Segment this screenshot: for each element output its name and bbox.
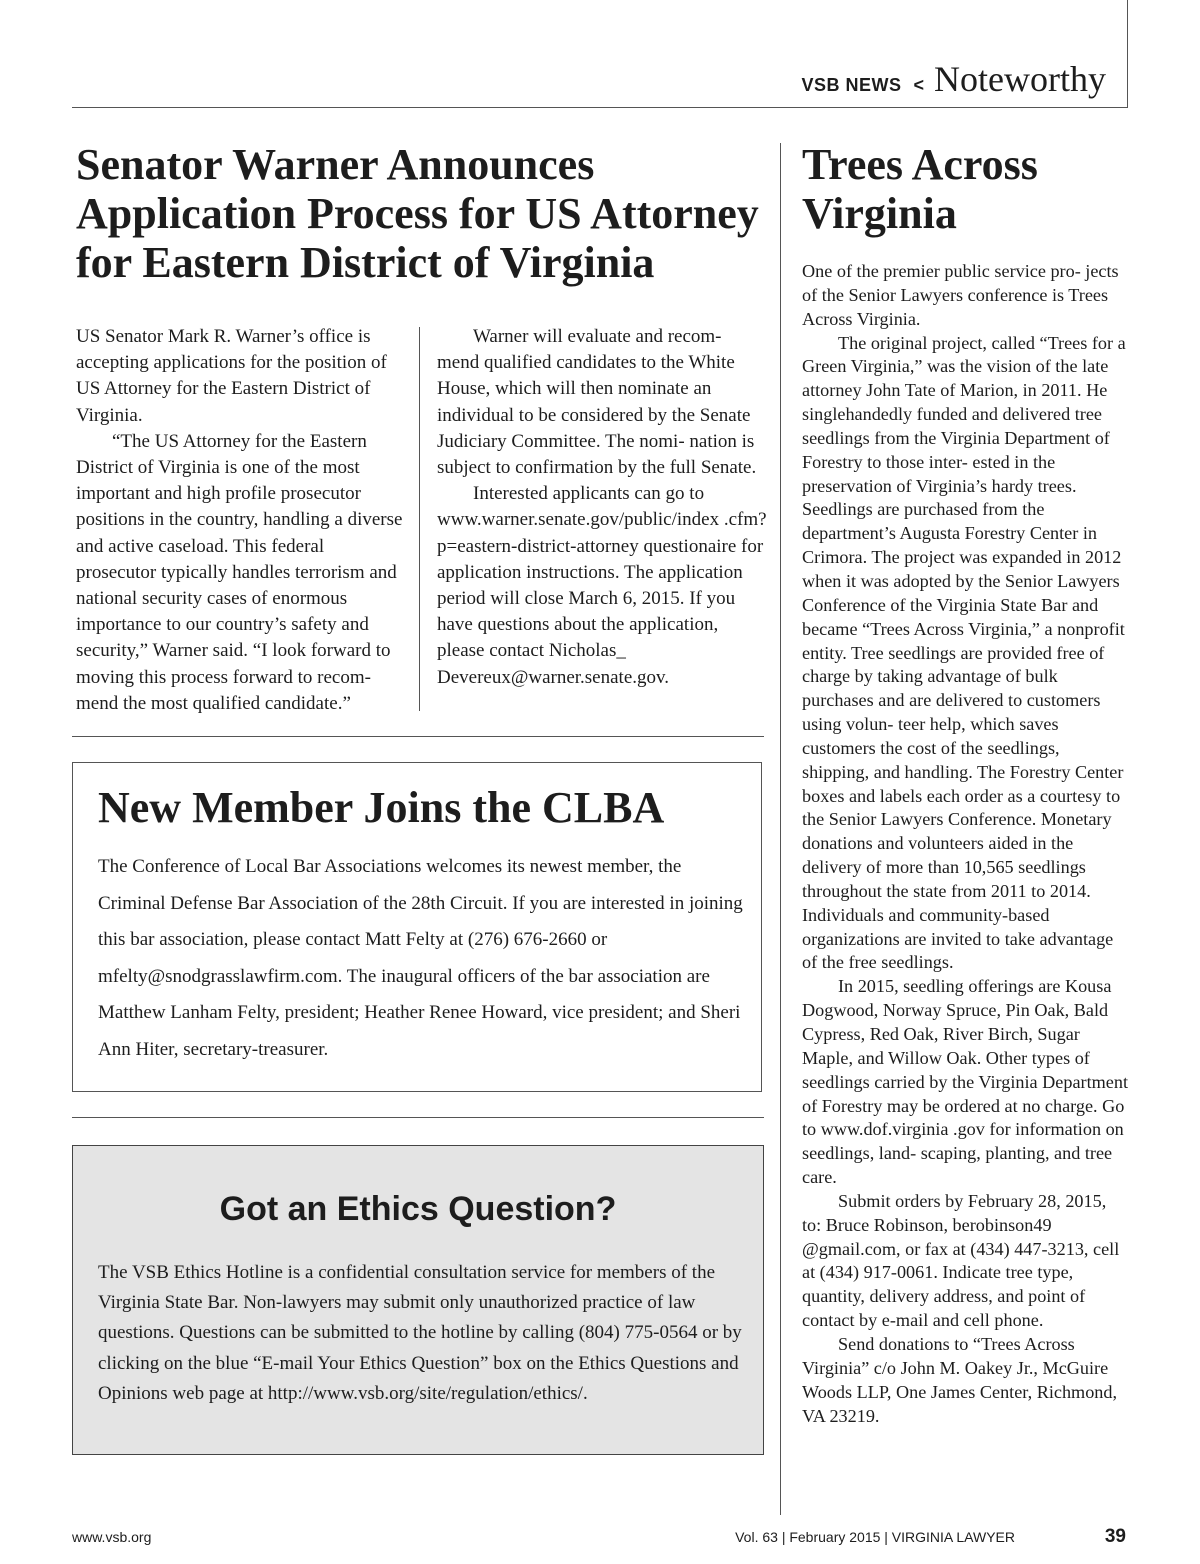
- publication-label: VSB NEWS: [801, 75, 902, 95]
- warner-paragraph: “The US Attorney for the Eastern District of Virginia is one of the most important and high profile prosecutor positions in the country, handling a diverse and active caseload. This federal prosecutor typically handles terrorism and national security cases of enormous importance to our country’s safety and security,” Warner said. “I look forward to moving this process forward to recom- mend the most qualified candidate.”: [76, 430, 403, 714]
- warner-column-2: [437, 324, 767, 691]
- warner-paragraph: Interested applicants can go to www.warner.senate.gov/public/index .cfm?p=eastern-district-attorney questionaire for application instructions. The application period will close March 6, 2015. If you have questions about the application, please contact Nicholas_ Devereux@warner.senate.gov.: [437, 483, 767, 688]
- trees-paragraph: Send donations to “Trees Across Virginia” c/o John M. Oakey Jr., McGuire Woods LLP, One James Center, Richmond, VA 23219.: [802, 1333, 1118, 1426]
- column-divider: [419, 327, 420, 711]
- section-rule: [72, 736, 764, 737]
- trees-paragraph: The original project, called “Trees for a Green Virginia,” was the vision of the late attorney John Tate of Marion, in 2011. He singlehandedly funded and delivered tree seedlings from the Virginia Department of Forestry to those inter- ested in the preservation of Virginia’s hardy trees. Seedlings are purchased from the department’s Augusta Forestry Center in Crimora. The project was expanded in 2012 when it was adopted by the Senior Lawyers Conference of the Virginia State Bar and became “Trees Across Virginia,” a nonprofit entity. Tree seedlings are provided free of charge by taking advantage of bulk purchases and are delivered to customers using volun- teer help, which saves customers the cost of the seedlings, shipping, and handling. The Forestry Center boxes and labels each order as a courtesy to the Senior Lawyers Conference. Monetary donations and volunteers aided in the delivery of more than 10,565 seedlings throughout the state from 2011 to 2014. Individuals and community-based organizations are invited to take advantage of the free seedlings.: [802, 332, 1126, 973]
- warner-paragraph: Warner will evaluate and recom- mend qualified candidates to the White House, which will then nominate an individual to be considered by the Senate Judiciary Committee. The nomi- nation is subject to confirmation by the full Senate.: [437, 326, 757, 479]
- warner-headline: Senator Warner Announces Application Process for US Attorney for Eastern District of Virginia: [76, 140, 759, 287]
- clba-body: The Conference of Local Bar Associations welcomes its newest member, the Criminal Defense Bar Association of the 28th Circuit. If you are interested in joining this bar association, please contact Matt Felty at (276) 676-2660 or mfelty@snodgrasslawfirm.com. The inaugural officers of the bar association are Matthew Lanham Felty, president; Heather Renee Howard, vice president; and Sheri Ann Hiter, secretary-treasurer.: [98, 856, 743, 1060]
- header-vertical-rule: [1127, 0, 1128, 108]
- trees-body: [802, 260, 1128, 1428]
- ethics-body: The VSB Ethics Hotline is a confidential consultation service for members of the Virginia State Bar. Non-lawyers may submit only unauthorized practice of law questions. Questions can be submitted to the hotline by calling (804) 775-0564 or by clicking on the blue “E-mail Your Ethics Question” box on the Ethics Questions and Opinions web page at http://www.vsb.org/site/regulation/ethics/.: [98, 1262, 742, 1404]
- warner-column-1: [76, 324, 406, 717]
- page-header: [802, 58, 1107, 100]
- header-separator: <: [913, 75, 925, 95]
- footer-issue: Vol. 63 | February 2015 | VIRGINIA LAWYER: [735, 1529, 1015, 1545]
- trees-headline: Trees Across Virginia: [802, 140, 1038, 238]
- header-rule: [72, 107, 1128, 108]
- section-title: Noteworthy: [934, 59, 1106, 99]
- trees-paragraph: Submit orders by February 28, 2015, to: Bruce Robinson, berobinson49 @gmail.com, or fax at (434) 447-3213, cell at (434) 917-0061. Indicate tree type, quantity, delivery address, and point of contact by e-mail and cell phone.: [802, 1190, 1120, 1331]
- section-rule: [72, 1117, 764, 1118]
- clba-headline: New Member Joins the CLBA: [98, 783, 665, 832]
- trees-paragraph: One of the premier public service pro- jects of the Senior Lawyers conference is Trees Across Virginia.: [802, 261, 1119, 329]
- footer-website: www.vsb.org: [72, 1529, 152, 1545]
- warner-paragraph: US Senator Mark R. Warner’s office is accepting applications for the position of US Attorney for the Eastern District of Virginia.: [76, 326, 387, 426]
- page-number: 39: [1104, 1526, 1126, 1547]
- trees-paragraph: In 2015, seedling offerings are Kousa Dogwood, Norway Spruce, Pin Oak, Bald Cypress, Red Oak, River Birch, Sugar Maple, and Willow Oak. Other types of seedlings carried by the Virginia Department of Forestry may be ordered at no charge. Go to www.dof.virginia .gov for information on seedlings, land- scaping, planting, and tree care.: [802, 976, 1129, 1188]
- ethics-headline: Got an Ethics Question?: [219, 1190, 617, 1228]
- trees-column-divider: [780, 143, 781, 1515]
